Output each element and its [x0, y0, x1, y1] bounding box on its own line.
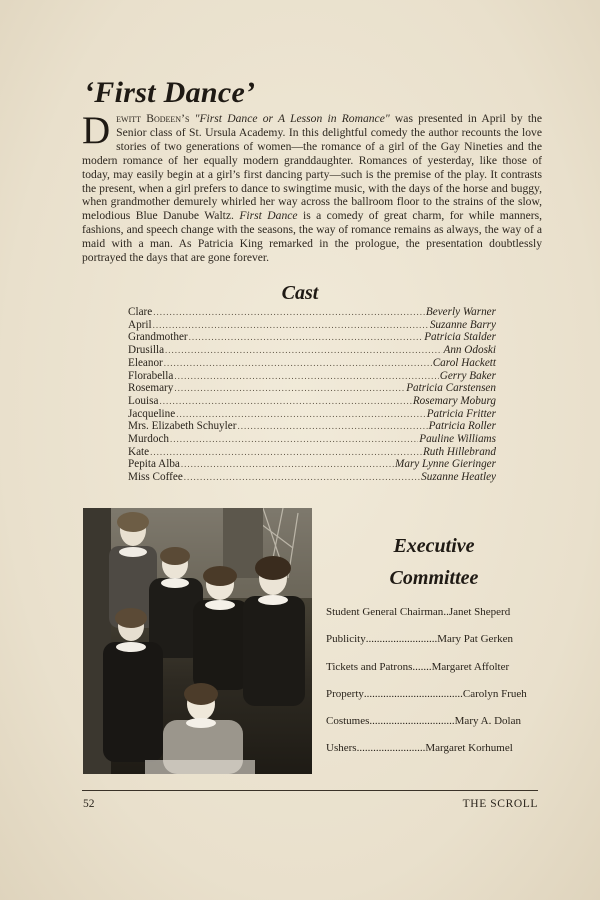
leader-dots [176, 408, 425, 421]
cast-heading: Cast [281, 282, 319, 304]
exec-name: Margaret Korhumel [425, 742, 513, 755]
cast-actor: Suzanne Barry [429, 318, 496, 331]
exec-dots: .. [443, 606, 449, 618]
cast-row [128, 331, 496, 344]
cast-actor: Patricia Stalder [424, 331, 496, 344]
cast-role: Drusilla [128, 344, 165, 357]
cast-role: Murdoch [128, 433, 170, 446]
leader-dots [165, 344, 442, 357]
cast-role: Eleanor [128, 356, 163, 369]
cast-role: Clare [128, 306, 153, 318]
cast-actor: Mary Lynne Gieringer [395, 458, 496, 471]
cast-row [128, 446, 496, 459]
cast-actor: Ruth Hillebrand [422, 445, 496, 458]
cast-actor: Patricia Carstensen [406, 382, 496, 395]
cast-row [128, 382, 496, 395]
cast-role: Miss Coffee [128, 471, 183, 484]
exec-name: Mary A. Dolan [454, 715, 521, 728]
cast-actor: Patricia Roller [428, 420, 496, 433]
page-number: 52 [83, 798, 95, 810]
cast-role: Pepita Alba [128, 458, 180, 471]
cast-role: Grandmother [128, 331, 188, 344]
exec-dots: .................................... [363, 687, 463, 700]
cast-actor: Rosemary Moburg [412, 394, 496, 407]
cast-row [128, 357, 496, 370]
leader-dots [150, 446, 422, 459]
leader-dots [153, 306, 425, 319]
cast-row [128, 370, 496, 383]
play-short-title: First Dance [239, 209, 298, 223]
cast-row [128, 420, 496, 433]
cast-row [128, 306, 496, 319]
leader-dots [181, 458, 394, 471]
play-title: "First Dance or A Lesson in Romance" [194, 112, 390, 125]
cast-actor: Suzanne Heatley [421, 471, 496, 484]
leader-dots [159, 395, 411, 408]
executive-committee-list [326, 606, 542, 770]
cast-row [128, 433, 496, 446]
cast-actor: Beverly Warner [425, 306, 496, 318]
drop-cap: D [82, 109, 111, 152]
exec-row [326, 688, 542, 715]
exec-dots: .......................... [365, 633, 438, 646]
cast-role: Mrs. Elizabeth Schuyler [128, 420, 237, 433]
cast-row [128, 344, 496, 357]
committee-group-photo [83, 508, 312, 774]
exec-role: Tickets and Patrons [326, 660, 413, 673]
exec-heading-line1: Executive [393, 535, 475, 557]
cast-row [128, 319, 496, 332]
executive-committee-heading [326, 530, 542, 594]
exec-role: Property [326, 687, 364, 700]
exec-name: Carolyn Frueh [462, 687, 527, 700]
footer-rule [82, 790, 538, 791]
exec-name: Margaret Affolter [431, 660, 510, 673]
leader-dots [153, 319, 429, 332]
leader-dots [184, 471, 420, 484]
article-intro [82, 109, 542, 265]
cast-role: Louisa [128, 394, 159, 407]
exec-role: Costumes [326, 715, 370, 728]
cast-role: Jacqueline [128, 407, 176, 420]
cast-actor: Patricia Fritter [426, 407, 496, 420]
leader-dots [164, 357, 432, 370]
exec-name: Mary Pat Gerken [437, 633, 513, 646]
exec-row [326, 633, 542, 660]
cast-list [128, 306, 496, 484]
cast-role: Florabella [128, 369, 174, 382]
exec-row [326, 742, 542, 769]
exec-name: Janet Sheperd [448, 606, 511, 618]
exec-dots: ............................... [369, 715, 455, 728]
publication-name: THE SCROLL [462, 798, 538, 810]
exec-row [326, 606, 542, 633]
cast-actor: Carol Hackett [432, 356, 496, 369]
exec-dots: ......................... [356, 742, 426, 755]
exec-role: Ushers [326, 742, 357, 755]
cast-actor: Gerry Baker [439, 369, 496, 382]
exec-role: Student General Chairman [326, 606, 444, 618]
cast-role: April [128, 318, 152, 331]
cast-row [128, 458, 496, 471]
leader-dots [174, 382, 405, 395]
leader-dots [189, 331, 424, 344]
exec-row [326, 715, 542, 742]
intro-text-2: is a comedy of great charm, for while manners, fashions, and speech change with the seasons, the way of romance remains as always, the way of a maid with a man. As Patricia King remarked in the prologue, the presentation doubtlessly portrayed the days that are gone forever. [82, 209, 542, 265]
cast-row [128, 471, 496, 484]
cast-actor: Pauline Williams [419, 433, 496, 446]
exec-heading-line2: Committee [389, 567, 479, 589]
leader-dots [170, 433, 418, 446]
group-photo-illustration [83, 508, 312, 774]
exec-dots: ....... [412, 660, 432, 673]
cast-actor: Ann Odoski [443, 344, 496, 357]
intro-text-1: was presented in April by the Senior class of St. Ursula Academy. In this delightful comedy the author recounts the love stories of two generations of women—the romance of a girl of the Gay Nineties and the modern romance of her equally modern granddaughter. Romances of yesterday, like those of today, may easily begin at a girl’s first dancing party—such is the premise of the play. It contrasts the present, when a girl prefers to dance to swingtime music, with the days of the horse and buggy, when grandmother demurely whirled her way across the ballroom floor to the strains of the slow, melodious Blue Danube Waltz. [82, 112, 542, 223]
cast-row [128, 408, 496, 421]
cast-row [128, 395, 496, 408]
cast-role: Kate [128, 445, 150, 458]
leader-dots [237, 420, 427, 433]
leader-dots [174, 370, 438, 383]
exec-role: Publicity [326, 633, 366, 646]
cast-role: Rosemary [128, 382, 174, 395]
article-title: ‘First Dance’ [84, 76, 256, 109]
author-small-caps: ewitt Bodeen’s [116, 112, 190, 125]
exec-row [326, 661, 542, 688]
